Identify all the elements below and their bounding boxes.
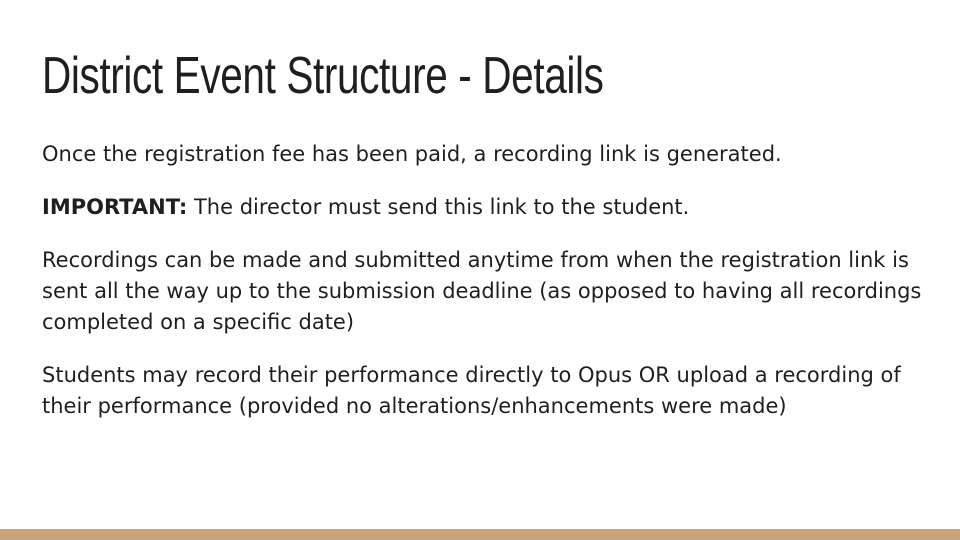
slide-body [42, 139, 922, 444]
paragraph-recording-window: Recordings can be made and submitted anytime from when the registration link is sent all the way up to the submission deadline (as opposed to having all recordings completed on a specific date) [42, 248, 922, 334]
important-label: IMPORTANT: [42, 195, 188, 219]
paragraph-important-note [42, 192, 922, 223]
paragraph-registration-link: Once the registration fee has been paid, a recording link is generated. [42, 142, 782, 166]
footer-accent-bar [0, 529, 960, 540]
important-text: The director must send this link to the student. [187, 195, 690, 219]
paragraph-recording-options: Students may record their performance directly to Opus OR upload a recording of their performance (provided no alterations/enhancements were made) [42, 363, 901, 418]
slide-title: District Event Structure - Details [42, 47, 604, 105]
